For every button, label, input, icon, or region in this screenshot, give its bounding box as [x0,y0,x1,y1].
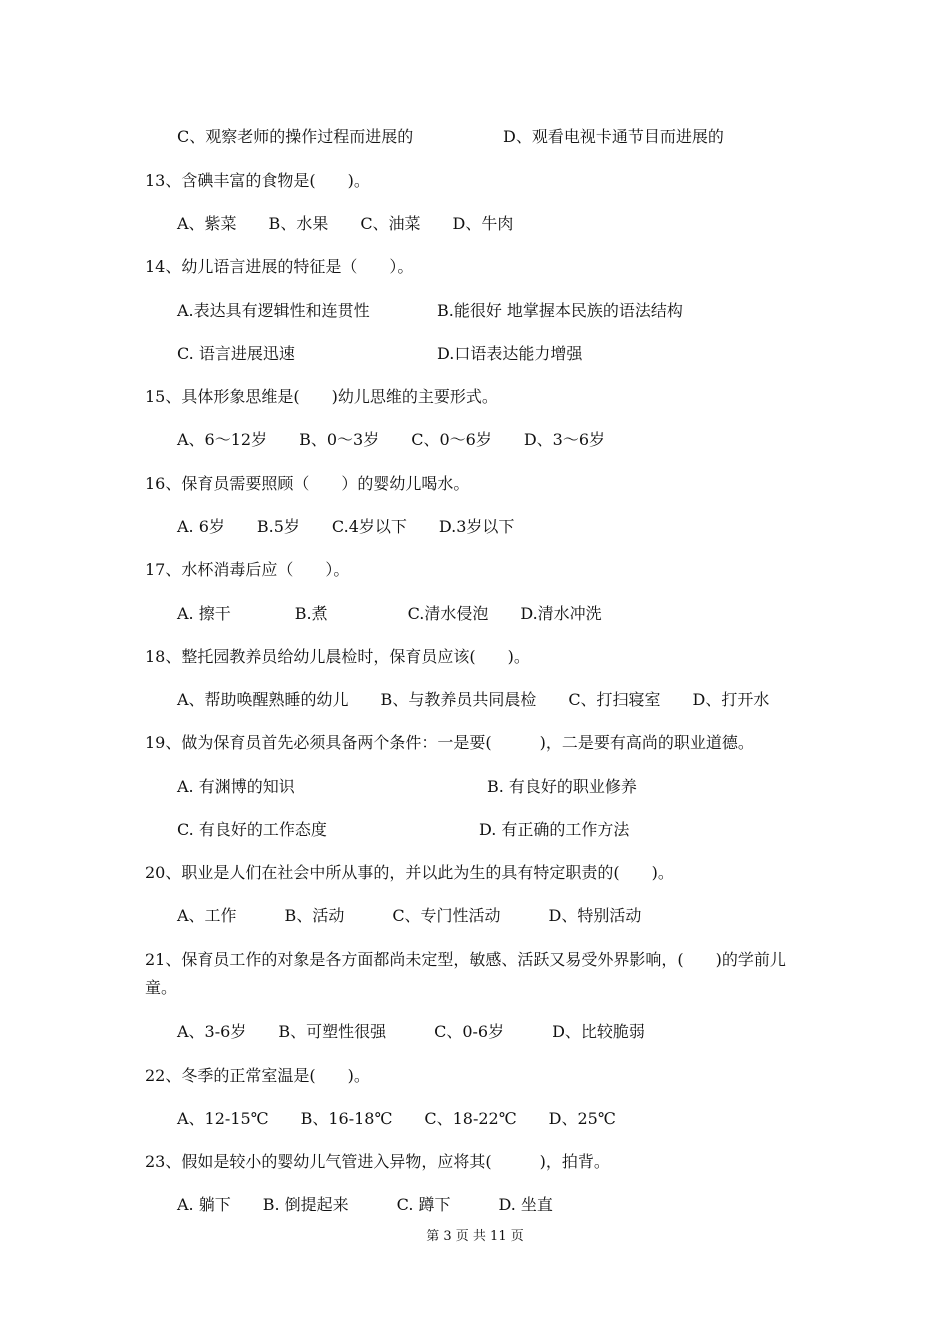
options-19-row1: A. 有渊博的知识 [177,777,295,796]
options-19-row2-col2: D. 有正确的工作方法 [479,820,630,839]
options-14-row2: C. 语言进展迅速 [177,344,295,363]
options-16: A. 6岁 B.5岁 C.4岁以下 D.3岁以下 [177,517,515,536]
question-23: 23、假如是较小的婴幼儿气管进入异物，应将其( )，拍背。 [145,1152,610,1171]
question-16: 16、保育员需要照顾（ ）的婴幼儿喝水。 [145,474,470,493]
question-17: 17、水杯消毒后应（ ）。 [145,560,350,579]
options-15: A、6～12岁 B、0～3岁 C、0～6岁 D、3～6岁 [177,430,606,449]
question-15: 15、具体形象思维是( )幼儿思维的主要形式。 [145,387,498,406]
options-20: A、工作 B、活动 C、专门性活动 D、特别活动 [177,906,642,925]
options-14-row2-col2: D.口语表达能力增强 [437,344,583,363]
options-14-row1: A.表达具有逻辑性和连贯性 [177,301,370,320]
options-14-row1-col2: B.能很好 地掌握本民族的语法结构 [437,301,683,320]
question-18: 18、整托园教养员给幼儿晨检时，保育员应该( )。 [145,647,530,666]
options-22: A、12-15℃ B、16-18℃ C、18-22℃ D、25℃ [177,1109,616,1128]
question-20: 20、职业是人们在社会中所从事的，并以此为生的具有特定职责的( )。 [145,863,674,882]
question-19: 19、做为保育员首先必须具备两个条件：一是要( )，二是要有高尚的职业道德。 [145,733,754,752]
question-13: 13、含碘丰富的食物是( )。 [145,171,370,190]
options-19-row1-col2: B. 有良好的职业修养 [487,777,637,796]
option-row-col2: D、观看电视卡通节目而进展的 [503,127,724,146]
options-19-row2: C. 有良好的工作态度 [177,820,327,839]
question-14: 14、幼儿语言进展的特征是（ ）。 [145,257,414,276]
options-18: A、帮助唤醒熟睡的幼儿 B、与教养员共同晨检 C、打扫寝室 D、打开水 [177,690,770,709]
options-13: A、紫菜 B、水果 C、油菜 D、牛肉 [177,214,514,233]
option-row: C、观察老师的操作过程而进展的 [177,127,414,146]
options-21: A、3-6岁 B、可塑性很强 C、0-6岁 D、比较脆弱 [177,1022,645,1041]
question-22: 22、冬季的正常室温是( )。 [145,1066,370,1085]
page-footer: 第 3 页 共 11 页 [426,1229,524,1244]
options-17: A. 擦干 B.煮 C.清水侵泡 D.清水冲洗 [177,604,602,623]
question-21: 21、保育员工作的对象是各方面都尚未定型，敏感、活跃又易受外界影响，( )的学前儿童。 [145,950,786,997]
options-23: A. 躺下 B. 倒提起来 C. 蹲下 D. 坐直 [177,1195,553,1214]
